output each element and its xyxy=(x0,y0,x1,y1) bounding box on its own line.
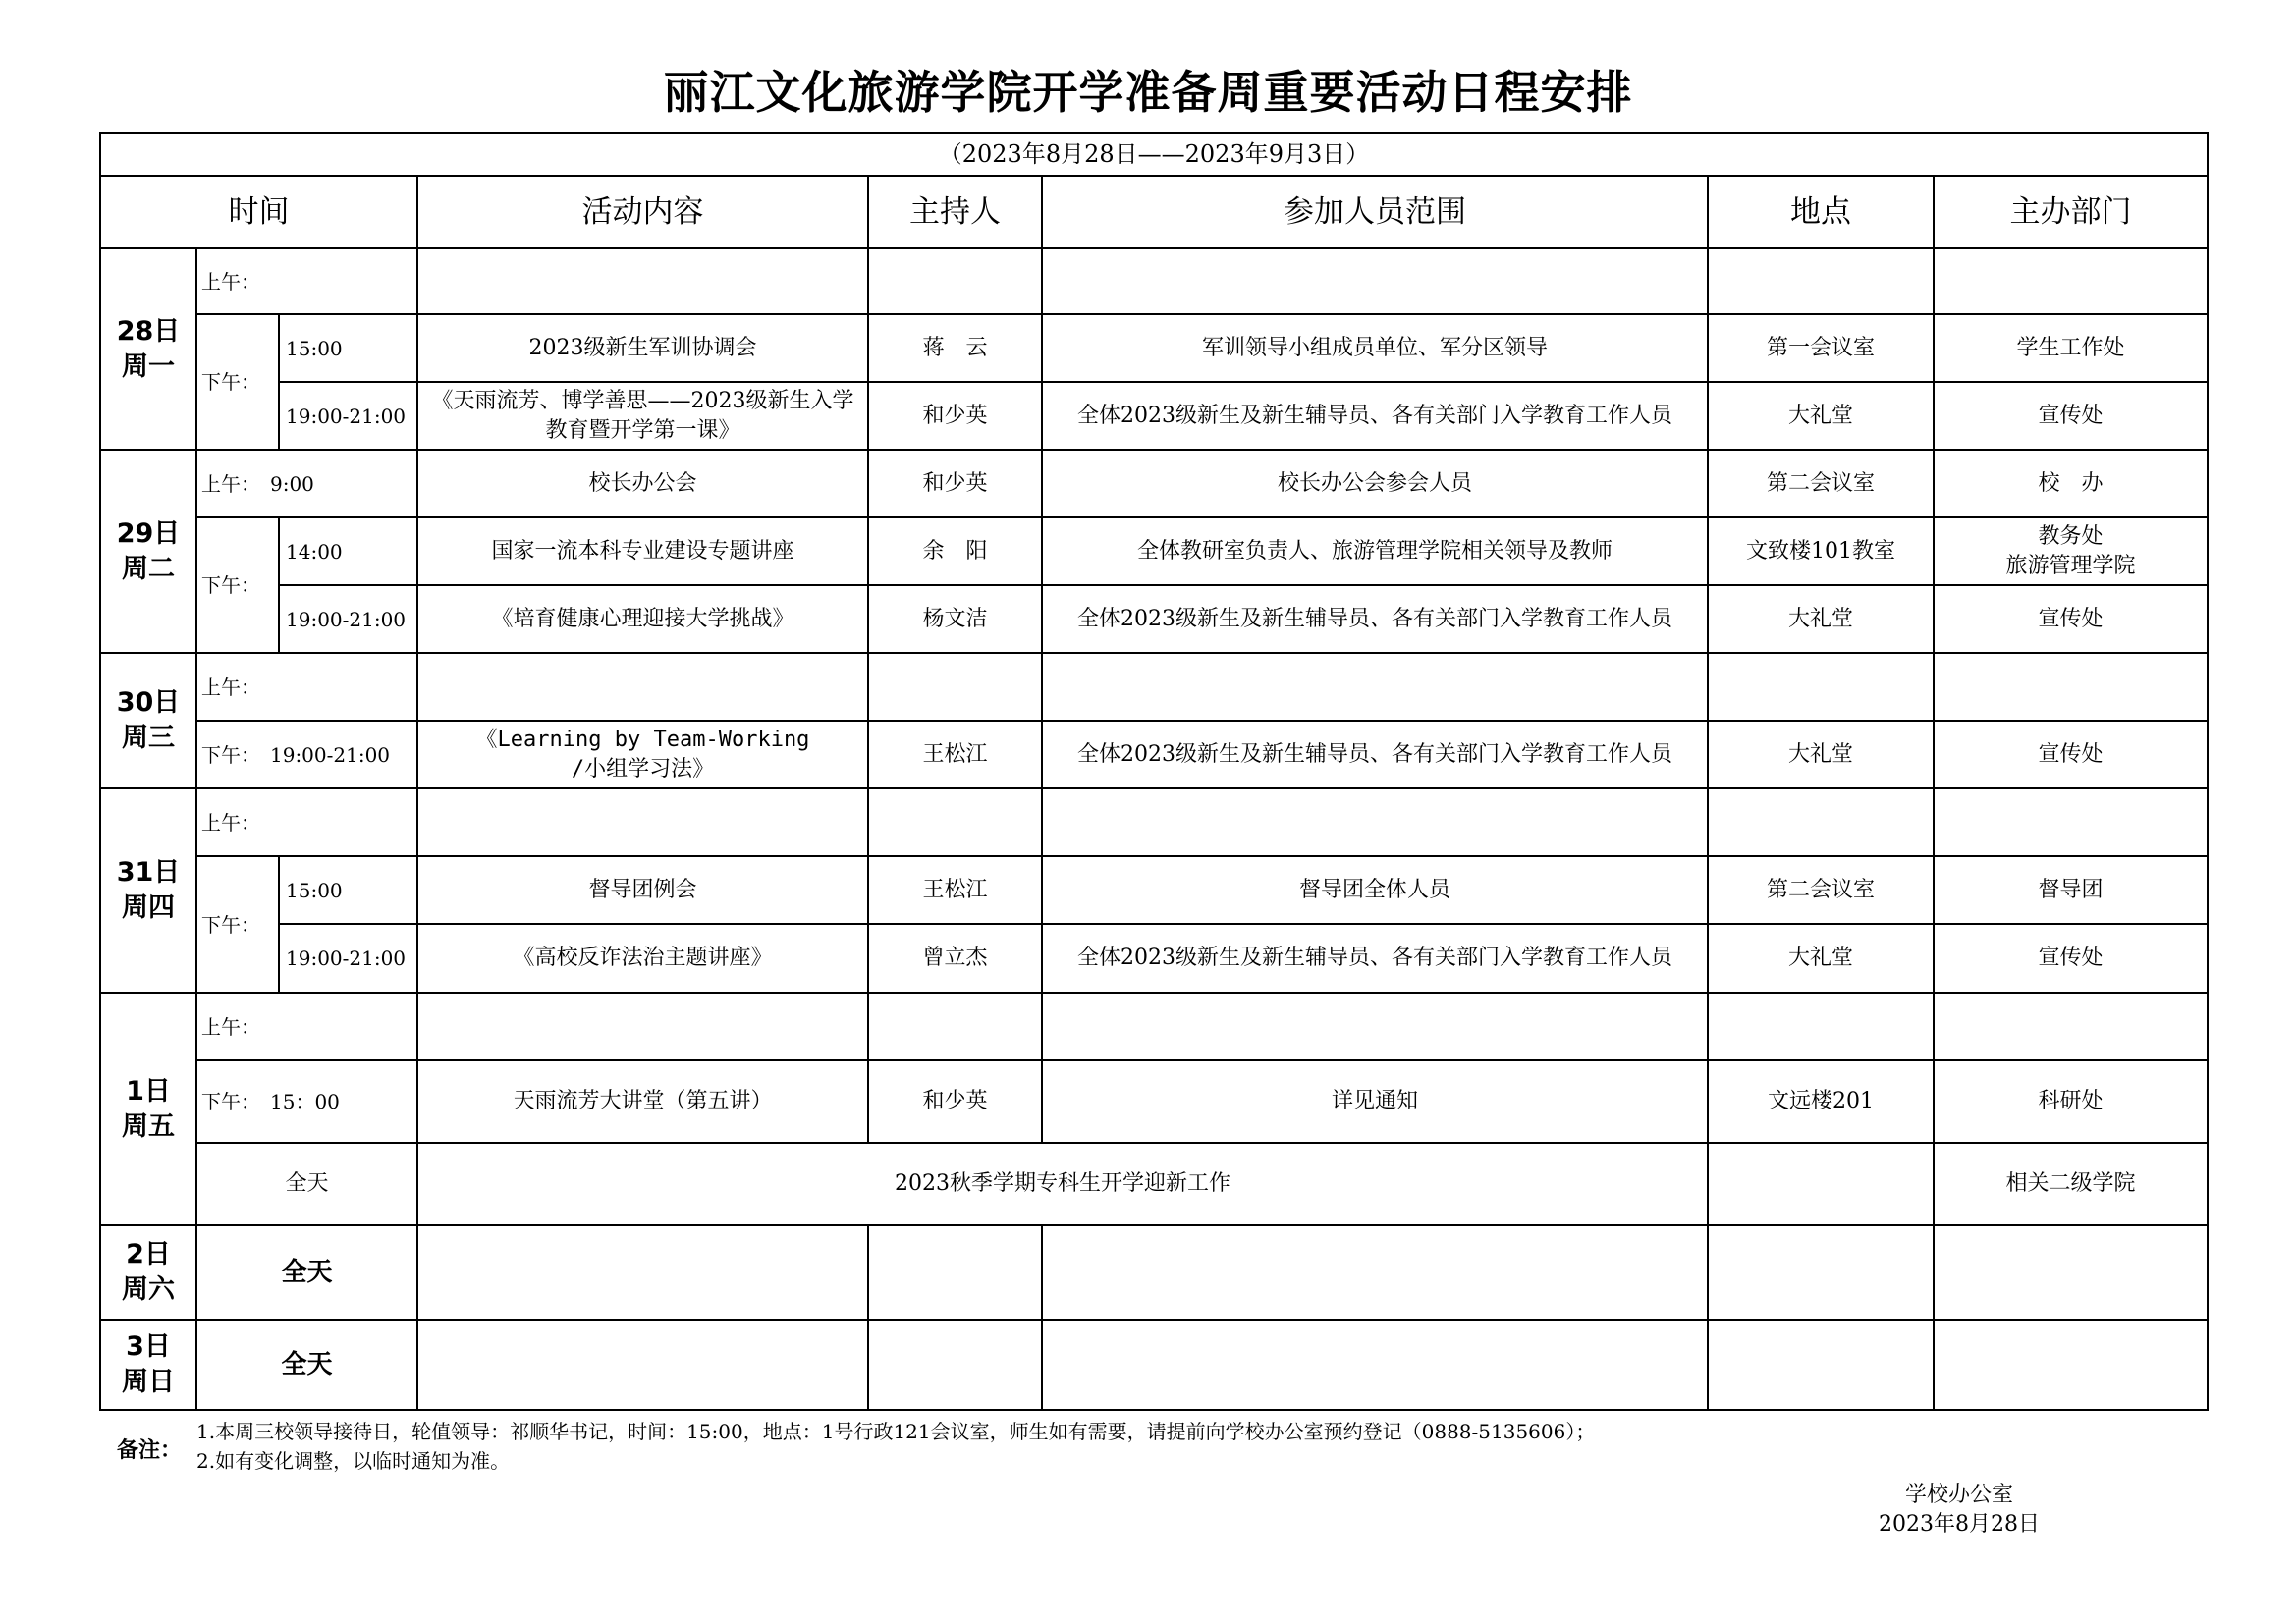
day-label-mon: 28日 周一 xyxy=(100,248,196,450)
am-label: 上午： 9:00 xyxy=(196,450,417,517)
event-location: 第一会议室 xyxy=(1708,314,1934,382)
event-host: 和少英 xyxy=(868,1060,1042,1143)
cell-empty xyxy=(1042,248,1708,314)
am-label: 上午： xyxy=(196,248,417,314)
day-label-tue: 29日 周二 xyxy=(100,450,196,653)
event-participants: 全体2023级新生及新生辅导员、各有关部门入学教育工作人员 xyxy=(1042,721,1708,788)
cell-empty xyxy=(868,653,1042,721)
cell-empty xyxy=(1708,248,1934,314)
event-time: 14:00 xyxy=(279,517,417,585)
event-participants: 校长办公会参会人员 xyxy=(1042,450,1708,517)
cell-empty xyxy=(868,788,1042,856)
cell-empty xyxy=(1708,788,1934,856)
cell-empty xyxy=(1708,1143,1934,1225)
signature-date: 2023年8月28日 xyxy=(1879,1512,2040,1537)
day-label-fri: 1日 周五 xyxy=(100,993,196,1225)
allday-label: 全天 xyxy=(196,1225,417,1320)
event-department: 宣传处 xyxy=(1934,721,2208,788)
event-host: 王松江 xyxy=(868,721,1042,788)
event-host: 曾立杰 xyxy=(868,924,1042,993)
event-content: 督导团例会 xyxy=(417,856,868,924)
allday-label: 全天 xyxy=(196,1143,417,1225)
header-participants: 参加人员范围 xyxy=(1042,176,1708,248)
cell-empty xyxy=(868,248,1042,314)
event-department: 教务处 旅游管理学院 xyxy=(1934,517,2208,585)
cell-empty xyxy=(1708,993,1934,1060)
header-location: 地点 xyxy=(1708,176,1934,248)
cell-empty xyxy=(1042,788,1708,856)
event-participants: 详见通知 xyxy=(1042,1060,1708,1143)
cell-empty xyxy=(1708,653,1934,721)
event-content: 《高校反诈法治主题讲座》 xyxy=(417,924,868,993)
cell-empty xyxy=(1934,248,2208,314)
event-host: 王松江 xyxy=(868,856,1042,924)
schedule-table xyxy=(99,132,2209,1411)
notes xyxy=(196,1417,1595,1476)
am-label: 上午： xyxy=(196,653,417,721)
event-department: 督导团 xyxy=(1934,856,2208,924)
am-label: 上午： xyxy=(196,993,417,1060)
pm-label: 下午： 15：00 xyxy=(196,1060,417,1143)
cell-empty xyxy=(417,1225,868,1320)
day-label-sat: 2日 周六 xyxy=(100,1225,196,1320)
event-time: 15:00 xyxy=(279,856,417,924)
pm-label: 下午： 19:00-21:00 xyxy=(196,721,417,788)
cell-empty xyxy=(1934,788,2208,856)
signature-office: 学校办公室 xyxy=(1904,1483,2013,1507)
event-host: 杨文洁 xyxy=(868,585,1042,653)
event-participants: 全体2023级新生及新生辅导员、各有关部门入学教育工作人员 xyxy=(1042,924,1708,993)
day-label-wed: 30日 周三 xyxy=(100,653,196,788)
event-content: 《Learning by Team-Working /小组学习法》 xyxy=(417,721,868,788)
event-participants: 全体教研室负责人、旅游管理学院相关领导及教师 xyxy=(1042,517,1708,585)
cell-empty xyxy=(1042,993,1708,1060)
event-department: 科研处 xyxy=(1934,1060,2208,1143)
note-line-1: 1.本周三校领导接待日，轮值领导：祁顺华书记，时间：15:00，地点：1号行政121会议室，师生如有需要，请提前向学校办公室预约登记（0888-5135606）； xyxy=(196,1420,1596,1443)
allday-label: 全天 xyxy=(196,1320,417,1410)
event-participants: 全体2023级新生及新生辅导员、各有关部门入学教育工作人员 xyxy=(1042,585,1708,653)
event-host: 和少英 xyxy=(868,450,1042,517)
event-department: 相关二级学院 xyxy=(1934,1143,2208,1225)
event-time: 19:00-21:00 xyxy=(279,924,417,993)
event-department: 宣传处 xyxy=(1934,924,2208,993)
cell-empty xyxy=(417,653,868,721)
event-department: 校 办 xyxy=(1934,450,2208,517)
cell-empty xyxy=(1708,1320,1934,1410)
pm-label: 下午： xyxy=(196,517,279,653)
header-content: 活动内容 xyxy=(417,176,868,248)
date-range: （2023年8月28日——2023年9月3日） xyxy=(100,133,2208,176)
event-participants: 督导团全体人员 xyxy=(1042,856,1708,924)
event-time: 19:00-21:00 xyxy=(279,585,417,653)
cell-empty xyxy=(417,248,868,314)
event-time: 15:00 xyxy=(279,314,417,382)
event-content: 《培育健康心理迎接大学挑战》 xyxy=(417,585,868,653)
event-content: 天雨流芳大讲堂（第五讲） xyxy=(417,1060,868,1143)
cell-empty xyxy=(1934,993,2208,1060)
signature xyxy=(1846,1481,2072,1540)
cell-empty xyxy=(1042,653,1708,721)
cell-empty xyxy=(868,1225,1042,1320)
event-content: 2023级新生军训协调会 xyxy=(417,314,868,382)
cell-empty xyxy=(1934,653,2208,721)
am-label: 上午： xyxy=(196,788,417,856)
event-content: 2023秋季学期专科生开学迎新工作 xyxy=(417,1143,1708,1225)
page-title: 丽江文化旅游学院开学准备周重要活动日程安排 xyxy=(663,66,1633,119)
event-host: 余 阳 xyxy=(868,517,1042,585)
event-department: 宣传处 xyxy=(1934,382,2208,450)
note-line-2: 2.如有变化调整，以临时通知为准。 xyxy=(196,1449,511,1473)
cell-empty xyxy=(417,1320,868,1410)
event-content: 校长办公会 xyxy=(417,450,868,517)
header-host: 主持人 xyxy=(868,176,1042,248)
cell-empty xyxy=(1042,1320,1708,1410)
event-participants: 军训领导小组成员单位、军分区领导 xyxy=(1042,314,1708,382)
cell-empty xyxy=(1042,1225,1708,1320)
event-location: 大礼堂 xyxy=(1708,721,1934,788)
pm-label: 下午： xyxy=(196,314,279,450)
event-location: 第二会议室 xyxy=(1708,856,1934,924)
event-location: 文远楼201 xyxy=(1708,1060,1934,1143)
event-department: 宣传处 xyxy=(1934,585,2208,653)
cell-empty xyxy=(1934,1225,2208,1320)
event-department: 学生工作处 xyxy=(1934,314,2208,382)
header-time: 时间 xyxy=(100,176,417,248)
cell-empty xyxy=(1934,1320,2208,1410)
day-label-thu: 31日 周四 xyxy=(100,788,196,993)
cell-empty xyxy=(417,993,868,1060)
event-content: 国家一流本科专业建设专题讲座 xyxy=(417,517,868,585)
event-location: 大礼堂 xyxy=(1708,382,1934,450)
cell-empty xyxy=(1708,1225,1934,1320)
event-content: 《天雨流芳、博学善思——2023级新生入学教育暨开学第一课》 xyxy=(417,382,868,450)
event-location: 大礼堂 xyxy=(1708,585,1934,653)
event-host: 蒋 云 xyxy=(868,314,1042,382)
day-label-sun: 3日 周日 xyxy=(100,1320,196,1410)
cell-empty xyxy=(868,993,1042,1060)
cell-empty xyxy=(417,788,868,856)
header-department: 主办部门 xyxy=(1934,176,2208,248)
cell-empty xyxy=(868,1320,1042,1410)
event-location: 文致楼101教室 xyxy=(1708,517,1934,585)
notes-label: 备注： xyxy=(117,1438,183,1463)
event-participants: 全体2023级新生及新生辅导员、各有关部门入学教育工作人员 xyxy=(1042,382,1708,450)
event-location: 大礼堂 xyxy=(1708,924,1934,993)
event-location: 第二会议室 xyxy=(1708,450,1934,517)
pm-label: 下午： xyxy=(196,856,279,993)
event-time: 19:00-21:00 xyxy=(279,382,417,450)
event-host: 和少英 xyxy=(868,382,1042,450)
